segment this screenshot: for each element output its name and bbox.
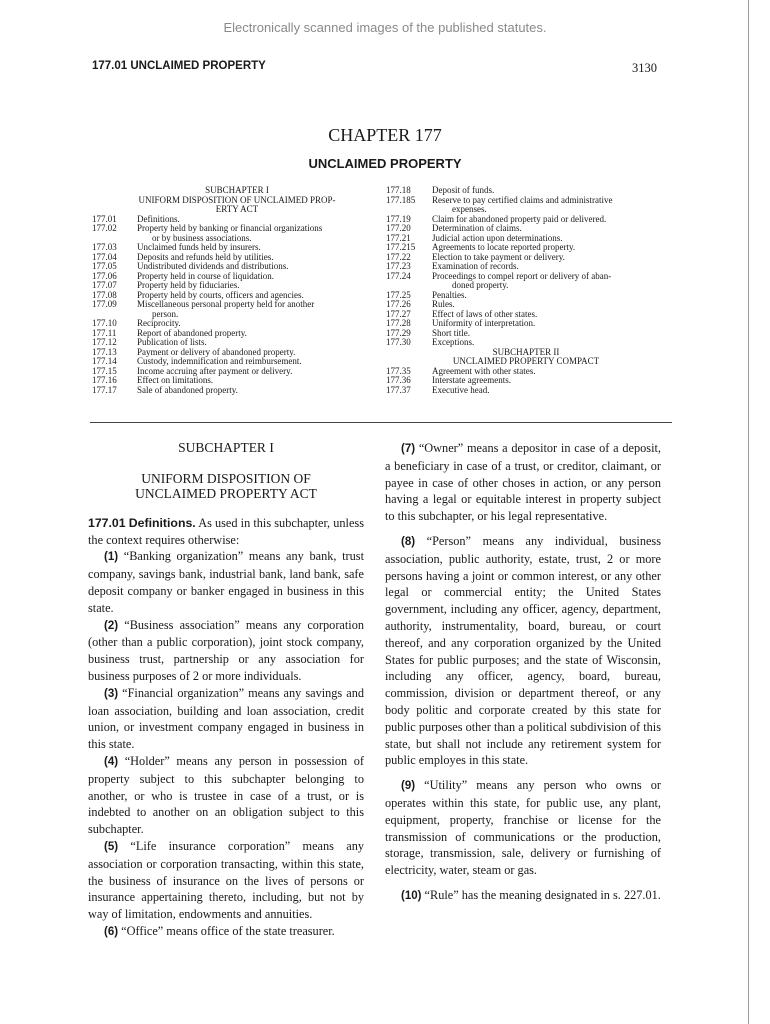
toc-entry bbox=[92, 386, 382, 396]
toc-entry-number: 177.35 bbox=[386, 365, 411, 376]
toc-entry-label: Effect on limitations. bbox=[137, 375, 214, 385]
chapter-title: CHAPTER 177 bbox=[328, 125, 442, 145]
paragraph-number: (5) bbox=[104, 840, 119, 853]
toc-entry bbox=[386, 386, 666, 396]
toc-entry bbox=[386, 215, 666, 225]
toc-entry-number: 177.22 bbox=[386, 251, 411, 262]
toc-entry-number: 177.09 bbox=[92, 299, 117, 309]
toc-subchapter-1-name: UNIFORM DISPOSITION OF UNCLAIMED PROP- bbox=[138, 194, 336, 205]
paragraph-text: “Holder” means any person in possession of property subject to this subchapter belonging to another, or who is trustee in case of a trust, or is indebted to another on an obligation subject to this subchapter. bbox=[88, 753, 364, 837]
paragraph-number: (8) bbox=[401, 535, 416, 548]
toc-entry bbox=[92, 367, 382, 377]
toc-entry-number: 177.23 bbox=[386, 261, 411, 271]
definition-paragraph bbox=[385, 440, 661, 525]
toc-entry-continuation: or by business associations. bbox=[152, 232, 252, 243]
paragraph-text: “Banking organization” means any bank, trust company, savings bank, industrial bank, land bank, safe deposit company or banker engaged in business in this state. bbox=[88, 549, 364, 615]
toc-entry-number: 177.01 bbox=[92, 213, 117, 224]
toc-entry-number: 177.08 bbox=[92, 289, 117, 300]
toc-entry-label: Judicial action upon determinations. bbox=[432, 232, 563, 243]
toc-entry-number: 177.25 bbox=[386, 289, 411, 300]
section-intro-text: As used in this subchapter, unless the context requires otherwise: bbox=[88, 515, 364, 547]
paragraph-text: “Life insurance corporation” means any association or corporation transacting, within this state, the business of insurance on the lives of persons or insurance appertaining thereto, including, but not by way of limitation, endowments and annuities. bbox=[88, 838, 364, 922]
toc-left-column bbox=[92, 186, 382, 395]
toc-subchapter-2-name: UNCLAIMED PROPERTY COMPACT bbox=[452, 356, 600, 366]
toc-entry-number: 177.37 bbox=[386, 384, 411, 395]
paragraph-text: “Business association” means any corporation (other than a public corporation), joint stock company, business trust, partnership or any association for business purposes of 2 or more individuals. bbox=[88, 617, 365, 683]
toc-entry-label: Property held in course of liquidation. bbox=[137, 270, 274, 281]
paragraph-number: (9) bbox=[401, 780, 416, 793]
toc-entry-number: 177.36 bbox=[386, 375, 411, 385]
toc-entry-number: 177.24 bbox=[386, 270, 411, 281]
subchapter-name-line-1: UNIFORM DISPOSITION OF bbox=[141, 470, 311, 486]
toc-entry-label: Exceptions. bbox=[432, 337, 475, 347]
toc-entry-number: 177.27 bbox=[386, 308, 411, 319]
paragraph-number: (10) bbox=[401, 889, 422, 902]
toc-entry-number: 177.16 bbox=[92, 375, 117, 385]
definition-paragraph bbox=[88, 548, 364, 616]
definition-paragraph bbox=[88, 753, 364, 838]
toc-entry-number: 177.215 bbox=[386, 242, 416, 252]
toc-entry-label: Determination of claims. bbox=[432, 223, 522, 233]
toc-entry-number: 177.12 bbox=[92, 337, 117, 347]
chapter-subtitle: UNCLAIMED PROPERTY bbox=[308, 156, 462, 171]
toc-subchapter-1-heading: SUBCHAPTER I bbox=[205, 185, 269, 195]
toc-entry-number: 177.11 bbox=[92, 327, 117, 338]
toc-entry bbox=[92, 300, 382, 310]
toc-entry-label: Unclaimed funds held by insurers. bbox=[137, 242, 261, 252]
toc-entry-label: Examination of records. bbox=[432, 261, 519, 271]
toc-entry-label: Reciprocity. bbox=[137, 318, 181, 328]
definition-paragraph bbox=[385, 887, 661, 905]
toc-entry-label: Agreements to locate reported property. bbox=[432, 242, 576, 252]
paragraph-text: “Person” means any individual, business association, public authority, estate, trust, 2 or more persons having a joint or common interest, or any other legal or commercial entity; the United States government, including any officer, agency, department, authority, instrumentality, board, bureau, or court thereof, and any corporation organized by the United States for public purposes; and the state of Wisconsin, including any officer, agency, board, bureau, commission, division or department thereof, or any body politic and corporate created by this state for public purposes other than a political subdivision of this state, but shall not include any retirement system for public employes in this state. bbox=[385, 533, 661, 768]
paragraph-text: “Rule” has the meaning designated in s. 227.01. bbox=[424, 887, 661, 902]
body-right-column bbox=[385, 440, 661, 905]
toc-entry-number: 177.02 bbox=[92, 223, 117, 233]
definition-paragraph bbox=[88, 685, 364, 753]
section-divider bbox=[90, 422, 672, 423]
scan-edge-line bbox=[748, 0, 749, 1024]
toc-entry-label: Custody, indemnification and reimbursement. bbox=[137, 356, 302, 366]
left-paragraphs bbox=[88, 548, 364, 940]
toc-entry-label: Miscellaneous personal property held for another bbox=[137, 299, 315, 309]
toc-entry-continuation: doned property. bbox=[452, 280, 509, 290]
toc-entry-label: Agreement with other states. bbox=[432, 365, 536, 376]
toc-entry-number: 177.28 bbox=[386, 318, 411, 328]
toc-entry-label: Penalties. bbox=[432, 289, 467, 300]
toc-entry-label: Property held by fiduciaries. bbox=[137, 280, 240, 290]
toc-entry-number: 177.17 bbox=[92, 384, 117, 395]
paragraph-number: (1) bbox=[104, 551, 119, 564]
toc-entry-number: 177.185 bbox=[386, 194, 416, 205]
toc-entry bbox=[386, 291, 666, 301]
body-left-column bbox=[88, 440, 364, 941]
toc-entry-label: Proceedings to compel report or delivery of aban- bbox=[432, 270, 612, 281]
paragraph-text: “Utility” means any person who owns or operates within this state, for public use, any plant, equipment, property, franchise or license for the transmission of communications or the production, storage, transmission, sale, delivery or furnishing of electricity, water, steam or gas. bbox=[385, 778, 662, 878]
toc-entry-number: 177.15 bbox=[92, 365, 117, 376]
toc-entry-number: 177.07 bbox=[92, 280, 117, 290]
toc-entry-label: Election to take payment or delivery. bbox=[432, 251, 565, 262]
toc-entry bbox=[386, 329, 666, 339]
paragraph-number: (2) bbox=[104, 619, 119, 632]
subchapter-heading: SUBCHAPTER I bbox=[178, 440, 274, 455]
toc-entry-label: Property held by courts, officers and agencies. bbox=[137, 289, 304, 300]
toc-entry bbox=[386, 253, 666, 263]
definition-paragraph bbox=[385, 533, 661, 769]
page-number: 3130 bbox=[632, 61, 657, 75]
toc-entry-label: Undistributed dividends and distributions. bbox=[137, 261, 289, 271]
toc-entry-label: Interstate agreements. bbox=[432, 375, 511, 385]
toc-right-list-2 bbox=[386, 367, 666, 396]
definition-paragraph bbox=[385, 777, 661, 879]
toc-entry-label: Effect of laws of other states. bbox=[432, 308, 538, 319]
paragraph-number: (4) bbox=[104, 755, 119, 768]
toc-entry-label: Report of abandoned property. bbox=[137, 327, 247, 338]
toc-entry bbox=[386, 319, 666, 329]
toc-entry-label: Definitions. bbox=[137, 213, 180, 224]
toc-entry-number: 177.29 bbox=[386, 327, 411, 338]
section-number: 177.01 bbox=[88, 515, 126, 530]
toc-entry-label: Sale of abandoned property. bbox=[137, 384, 238, 395]
toc-entry-number: 177.18 bbox=[386, 185, 411, 195]
paragraph-number: (6) bbox=[104, 925, 119, 938]
running-head: 177.01 UNCLAIMED PROPERTY bbox=[92, 60, 266, 72]
paragraph-text: “Financial organization” means any savings and loan association, building and loan association, credit union, or investment company engaged in business in this state. bbox=[88, 685, 365, 752]
toc-entry-continuation: expenses. bbox=[452, 204, 487, 214]
toc-subchapter-1-name-cont: ERTY ACT bbox=[215, 204, 259, 214]
toc-subchapter-2-heading: SUBCHAPTER II bbox=[492, 346, 560, 357]
toc-entry-label: Property held by banking or financial organizations bbox=[137, 223, 323, 233]
toc-entry-label: Rules. bbox=[432, 299, 455, 309]
section-title: Definitions. bbox=[128, 515, 196, 530]
toc-entry-label: Deposits and refunds held by utilities. bbox=[137, 251, 274, 262]
toc-entry-label: Short title. bbox=[432, 327, 470, 338]
paragraph-number: (7) bbox=[401, 443, 416, 455]
definition-paragraph bbox=[88, 923, 364, 941]
right-paragraphs bbox=[385, 440, 661, 905]
paragraph-text: “Office” means office of the state treasurer. bbox=[121, 923, 335, 938]
toc-entry-number: 177.26 bbox=[386, 299, 411, 309]
toc-entry-label: Executive head. bbox=[432, 384, 490, 395]
toc-entry-number: 177.14 bbox=[92, 356, 117, 366]
toc-entry-number: 177.03 bbox=[92, 242, 117, 252]
toc-right-list bbox=[386, 186, 666, 348]
scan-watermark: Electronically scanned images of the published statutes. bbox=[223, 20, 547, 35]
section-intro-paragraph bbox=[88, 515, 364, 549]
toc-entry bbox=[386, 196, 666, 206]
toc-entry-number: 177.13 bbox=[92, 346, 117, 357]
toc-entry bbox=[386, 272, 666, 282]
toc-entry-label: Publication of lists. bbox=[137, 337, 207, 347]
toc-entry-label: Deposit of funds. bbox=[432, 185, 495, 195]
toc-entry-number: 177.21 bbox=[386, 232, 411, 243]
toc-entry-number: 177.10 bbox=[92, 318, 117, 328]
toc-right-column bbox=[386, 186, 666, 395]
toc-entry-continuation: person. bbox=[152, 308, 179, 319]
toc-entry-number: 177.30 bbox=[386, 337, 411, 347]
toc-entry-number: 177.20 bbox=[386, 223, 411, 233]
toc-left-list bbox=[92, 215, 382, 396]
toc-entry-label: Payment or delivery of abandoned property. bbox=[137, 346, 296, 357]
toc-entry-number: 177.06 bbox=[92, 270, 117, 281]
toc-entry-number: 177.19 bbox=[386, 213, 411, 224]
definition-paragraph bbox=[88, 617, 364, 685]
toc-entry bbox=[386, 367, 666, 377]
toc-entry-label: Claim for abandoned property paid or delivered. bbox=[432, 213, 607, 224]
toc-entry-label: Uniformity of interpretation. bbox=[432, 318, 536, 328]
subchapter-name-line-2: UNCLAIMED PROPERTY ACT bbox=[135, 485, 317, 501]
toc-entry-label: Reserve to pay certified claims and administrative bbox=[432, 194, 613, 205]
toc-entry-label: Income accruing after payment or delivery. bbox=[137, 365, 293, 376]
toc-entry bbox=[386, 376, 666, 386]
paragraph-text: “Owner” means a depositor in case of a deposit, a beneficiary in case of a trust, or creditor, claimant, or payee in case of other choses in action, or any person having a legal or equitable interest in property subject to this subchapter, or his legal representative. bbox=[385, 441, 661, 524]
definition-paragraph bbox=[88, 838, 364, 923]
paragraph-number: (3) bbox=[104, 687, 119, 700]
toc-entry bbox=[92, 329, 382, 339]
toc-entry-number: 177.05 bbox=[92, 261, 117, 271]
toc-entry-number: 177.04 bbox=[92, 251, 117, 262]
